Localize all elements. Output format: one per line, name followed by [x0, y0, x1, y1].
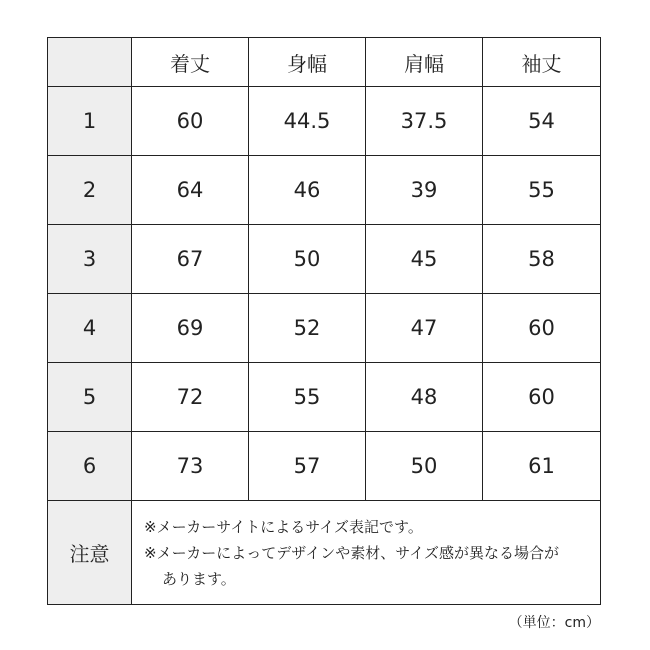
unit-label: （単位：cm）: [508, 615, 600, 631]
table-cell: 46: [249, 156, 366, 225]
table-cell: 39: [366, 156, 483, 225]
header-row: [48, 38, 601, 87]
header-sleeve: 袖丈: [483, 38, 601, 87]
table-cell: 44.5: [249, 87, 366, 156]
table-cell: 55: [483, 156, 601, 225]
table-cell: 45: [366, 225, 483, 294]
table-cell: 73: [132, 432, 249, 501]
table-row: [48, 156, 601, 225]
table-cell: 60: [483, 363, 601, 432]
table-cell: 69: [132, 294, 249, 363]
note-line-2: ※メーカーによってデザインや素材、サイズ感が異なる場合が: [144, 543, 560, 562]
table-cell: 64: [132, 156, 249, 225]
note-text: [132, 501, 601, 605]
note-label: 注意: [48, 501, 132, 605]
table-cell: 61: [483, 432, 601, 501]
row-label: 6: [48, 432, 132, 501]
table-cell: 54: [483, 87, 601, 156]
table-row: [48, 363, 601, 432]
table-row: [48, 87, 601, 156]
table-cell: 50: [366, 432, 483, 501]
corner-cell: [48, 38, 132, 87]
table-cell: 60: [132, 87, 249, 156]
table-cell: 57: [249, 432, 366, 501]
note-line-2-continued: あります。: [162, 569, 236, 588]
size-table: [47, 37, 601, 605]
table-cell: 47: [366, 294, 483, 363]
row-label: 3: [48, 225, 132, 294]
table-cell: 50: [249, 225, 366, 294]
table-cell: 60: [483, 294, 601, 363]
table-row: [48, 432, 601, 501]
row-label: 2: [48, 156, 132, 225]
table-cell: 55: [249, 363, 366, 432]
note-row: [48, 501, 601, 605]
header-shoulder: 肩幅: [366, 38, 483, 87]
header-length: 着丈: [132, 38, 249, 87]
table-row: [48, 225, 601, 294]
row-label: 4: [48, 294, 132, 363]
table-row: [48, 294, 601, 363]
table-cell: 58: [483, 225, 601, 294]
table-cell: 52: [249, 294, 366, 363]
table-cell: 37.5: [366, 87, 483, 156]
table-cell: 67: [132, 225, 249, 294]
row-label: 5: [48, 363, 132, 432]
note-line-1: ※メーカーサイトによるサイズ表記です。: [144, 517, 423, 536]
header-width: 身幅: [249, 38, 366, 87]
row-label: 1: [48, 87, 132, 156]
table-cell: 48: [366, 363, 483, 432]
table-cell: 72: [132, 363, 249, 432]
